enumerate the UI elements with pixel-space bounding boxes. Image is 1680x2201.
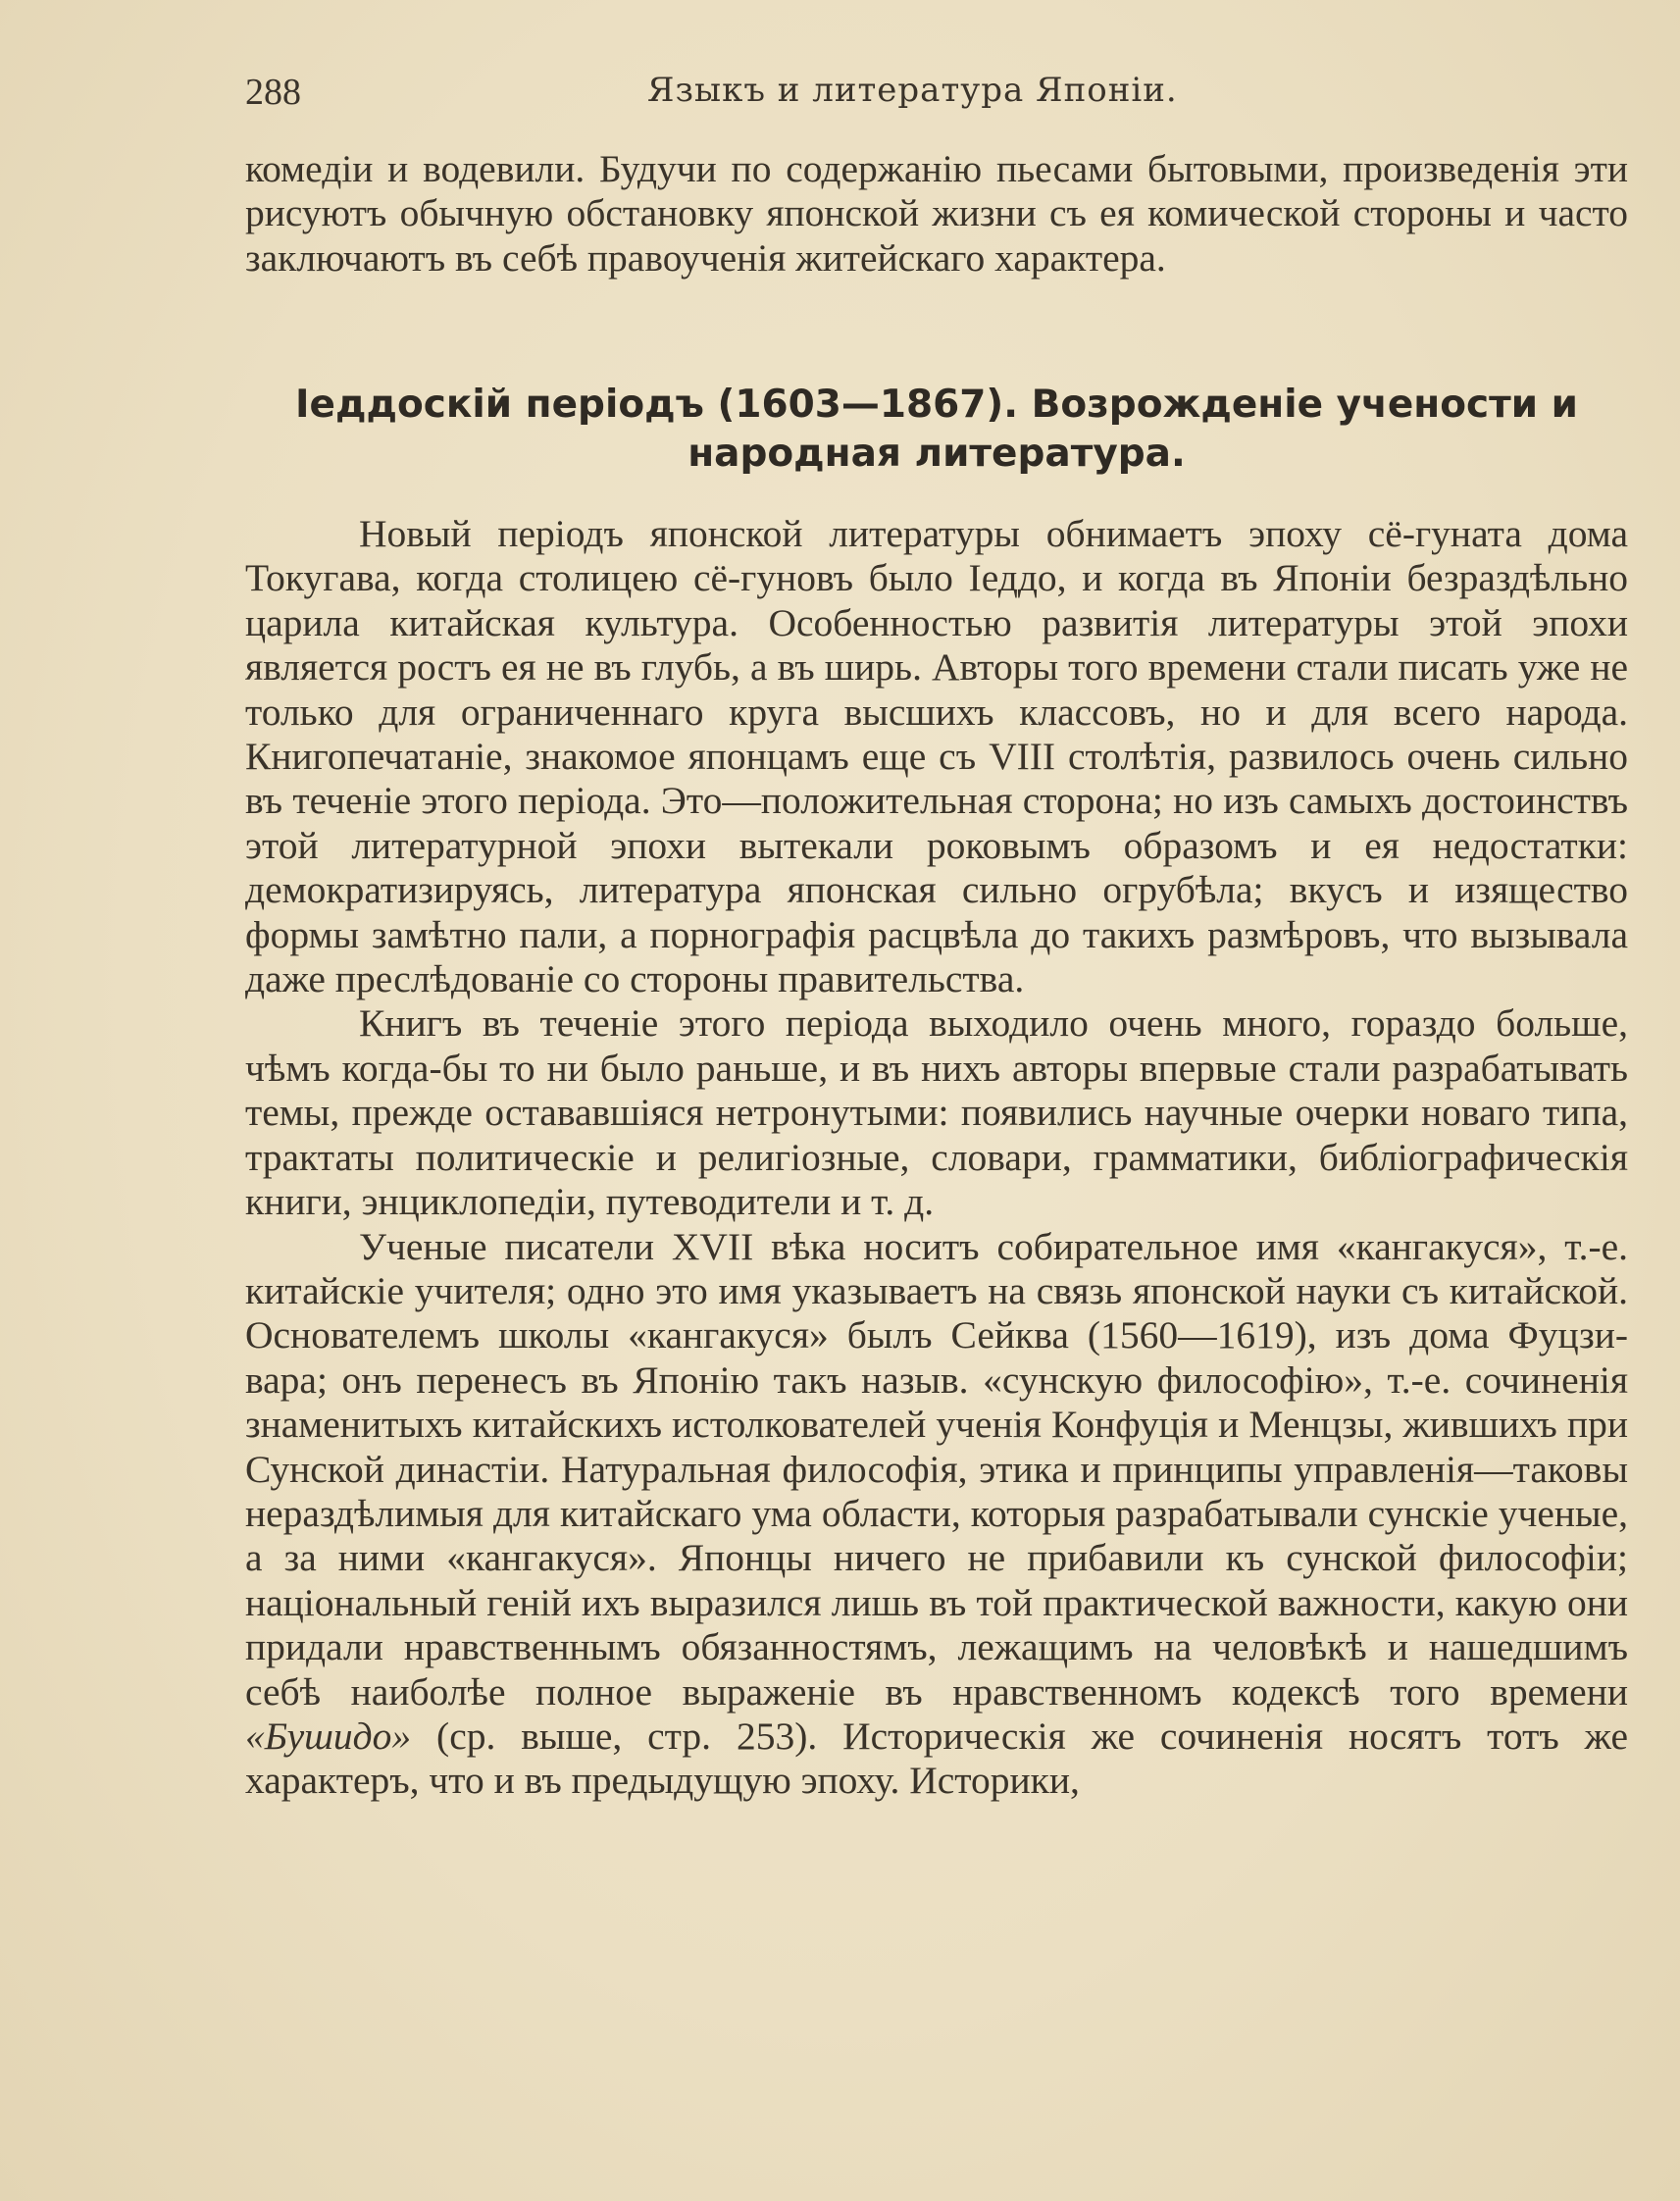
section-heading [245, 381, 1628, 479]
paragraph-3-part-1: Ученые писатели XVII вѣка носитъ собирательное имя «кангакуся», т.-е. китайскіе учителя; одно это имя указываетъ на связь японской науки съ китайской. Основателемъ школы «кангакуся» былъ Сейква (1560—1619), изъ дома Фуцзи-вара; онъ перенесъ въ Японію такъ назыв. «сунскую философію», т.-е. сочиненія знаменитыхъ китайскихъ истолкователей ученія Конфуція и Менцзы, жившихъ при Сунской династіи. Натуральная философія, этика и принципы управленія—таковы нераздѣлимыя для китайскаго ума области, которыя разрабатывали сунскіе ученые, а за ними «кангакуся». Японцы ничего не прибавили къ сунской философіи; національный геній ихъ выразился лишь въ той практической важности, какую они придали нравственнымъ обязанностямъ, лежащимъ на человѣкѣ и нашедшимъ себѣ наиболѣе полное выраженіе въ нравственномъ кодексѣ того времени [245, 1224, 1628, 1714]
paragraph-2: Книгъ въ теченіе этого періода выходило очень много, гораздо больше, чѣмъ когда-бы то ни было раньше, и въ нихъ авторы впервые стали разрабатывать темы, прежде остававшіяся нетронутыми: появились научные очерки новаго типа, трактаты политическіе и религіозные, словари, грамматики, библіографическія книги, энциклопедіи, путеводители и т. д. [245, 1001, 1628, 1224]
intro-paragraph: комедіи и водевили. Будучи по содержанію пьесами бытовыми, произведенія эти рисуютъ обычную обстановку японской жизни съ ея комической стороны и часто заключаютъ въ себѣ правоученія житейскаго характера. [245, 147, 1628, 280]
paragraph-3 [245, 1225, 1628, 1804]
section-heading-line-2: народная литература. [687, 432, 1186, 476]
paragraph-1: Новый періодъ японской литературы обнимаетъ эпоху сё-гуната дома Токугава, когда столицею сё-гуновъ было Іеддо, и когда въ Японіи безраздѣльно царила китайская культура. Особенностью развитія литературы этой эпохи является ростъ ея не въ глубь, а въ ширь. Авторы того времени стали писать уже не только для ограниченнаго круга высшихъ классовъ, но и для всего народа. Книгопечатаніе, знакомое японцамъ еще съ VIII столѣтія, развилось очень сильно въ теченіе этого періода. Это—положительная сторона; но изъ самыхъ достоинствъ этой литературной эпохи вытекали роковымъ образомъ и ея недостатки: демократизируясь, литература японская сильно огрубѣла; вкусъ и изящество формы замѣтно пали, а порнографія расцвѣла до такихъ размѣровъ, что вызывала даже преслѣдованіе со стороны правительства. [245, 512, 1628, 1001]
bushido-term: «Бушидо» [245, 1714, 412, 1758]
page-number: 288 [245, 72, 301, 113]
intro-paragraph-block [245, 147, 1628, 281]
paragraph-3-part-2: (ср. выше, стр. 253). Историческія же сочиненія носятъ тотъ же характеръ, что и въ предыдущую эпоху. Историки, [245, 1714, 1628, 1803]
running-title: Языкъ и литература Японіи. [647, 71, 1178, 110]
section-heading-line-1: Іеддоскій періодъ (1603—1867). Возрожденіе учености и [295, 383, 1578, 427]
body-text [245, 512, 1628, 1804]
